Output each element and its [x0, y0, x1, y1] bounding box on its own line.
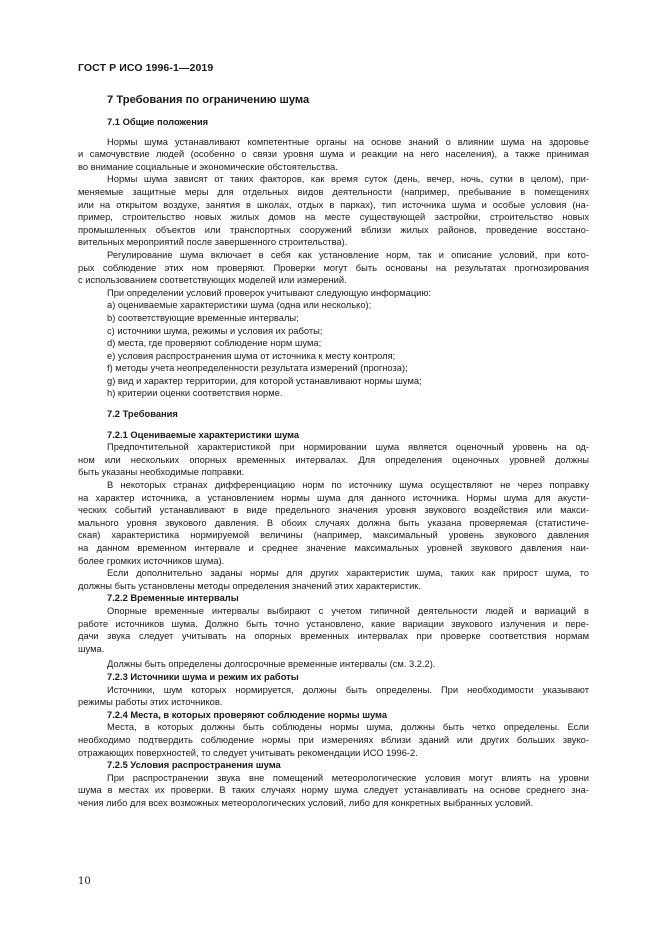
- text-line: дачи звука следует учитывать на опорных временных интервалах при проверке соответствия нормам: [78, 631, 589, 642]
- text-line: меняемые защитные меры для отдельных видов деятельности (например, пребывание в помещениях: [78, 186, 589, 197]
- text-line: шума.: [78, 643, 105, 654]
- page-number: 10: [78, 876, 91, 887]
- paragraph-7-2-2-2: Должны быть определены долгосрочные временные интервалы (см. 3.2.2).: [107, 659, 436, 670]
- text-line: Предпочтительной характеристикой при нормировании шума является оценочный уровень на од-: [107, 442, 589, 453]
- paragraph-7-2-4-1: [78, 721, 589, 759]
- paragraph-7-2-3-1: [78, 684, 589, 709]
- text-line: Если дополнительно заданы нормы для других характеристик шума, таких как прирост шума, то: [107, 568, 589, 579]
- text-line: чения либо для всех возможных метеорологических условий, либо для конкретных выбранных условий.: [78, 797, 533, 808]
- text-line: пример, строительство новых жилых домов на месте существующей застройки, строительство новых: [78, 212, 589, 223]
- text-line: При распространении звука вне помещений метеорологические условия могут влиять на уровни: [107, 772, 589, 783]
- text-line: отражающих поверхностей, то следует учитывать рекомендации ИСО 1996-2.: [78, 747, 418, 758]
- paragraph-7-1-1: [78, 136, 589, 174]
- text-line: должны быть установлены методы определения значений этих характеристик.: [78, 580, 421, 591]
- paragraph-7-2-5-1: [78, 772, 589, 810]
- text-line: более громких источников шума).: [78, 555, 225, 566]
- section-title: 7 Требования по ограничению шума: [107, 94, 310, 106]
- clause-title-7-2-4: 7.2.4 Места, в которых проверяют соблюдение нормы шума: [107, 709, 388, 720]
- text-line: необходимо подтвердить соблюдение нормы при измерениях вблизи зданий или других больших звуко-: [78, 734, 589, 745]
- paragraph-7-1-3: [78, 249, 589, 287]
- text-line: промышленных объектов или транспортных сооружений вблизи жилых районов, проведение восстано-: [78, 224, 589, 235]
- clause-title-7-2-5: 7.2.5 Условия распространения шума: [107, 760, 281, 771]
- clause-title-7-2-1: 7.2.1 Оцениваемые характеристики шума: [107, 429, 300, 440]
- text-line: ном или нескольких опорных временных интервалах. Для определения оценочных уровней должны: [78, 454, 589, 465]
- clause-title-7-2-3: 7.2.3 Источники шума и режим их работы: [107, 671, 299, 682]
- requirements-list: [78, 299, 589, 400]
- list-item: h) критерии оценки соответствия норме.: [107, 388, 283, 399]
- text-line: ческих событий устанавливают в виде предельного значения уровня звукового воздействия или макси-: [78, 505, 589, 516]
- text-line: на характер источника, а установлением нормы шума для данного источника. Нормы шума для акусти-: [78, 492, 589, 503]
- text-line: вительных мероприятий после завершенного строительства).: [78, 237, 348, 248]
- text-line: рых соблюдение этих ном проверяют. Проверки могут быть основаны на результатах прогнозирования: [78, 262, 589, 273]
- clause-title-7-2-2: 7.2.2 Временные интервалы: [107, 593, 239, 604]
- paragraph-7-1-2: [78, 173, 589, 249]
- text-line: или на открытом воздухе, занятия в школах, отдых в парках), тип источника шума и особые условия (на-: [78, 199, 589, 210]
- subsection-title-7-1: 7.1 Общие положения: [107, 117, 209, 127]
- list-item: a) оцениваемые характеристики шума (одна или несколько);: [107, 300, 372, 311]
- text-line: быть указаны необходимые поправки.: [78, 467, 245, 478]
- text-line: во внимание социальные и экономические обстоятельства.: [78, 161, 338, 172]
- list-item: b) соответствующие временные интервалы;: [107, 312, 299, 323]
- text-line: работе источников шума. Должно быть точно установлено, какие вариации звукового излучения и пере-: [78, 618, 589, 629]
- paragraph-7-2-1-3: [78, 567, 589, 592]
- paragraph-7-2-1-2: [78, 479, 589, 567]
- text-line: режимы работы этих источников.: [78, 697, 223, 708]
- text-line: Нормы шума устанавливают компетентные органы на основе знаний о влиянии шума на здоровье: [107, 136, 589, 147]
- text-line: и самочувствие людей (особенно о связи уровня шума и реакции на него населения), а также принимая: [78, 149, 589, 160]
- text-line: Регулирование шума включает в себя как установление норм, так и описание условий, при кото-: [107, 249, 589, 260]
- document-header: ГОСТ Р ИСО 1996-1—2019: [78, 62, 214, 74]
- text-line: ская) характеристика нормируемой величины (например, максимальный уровень звукового давления: [78, 530, 589, 541]
- list-item: g) вид и характер территории, для которой устанавливают нормы шума;: [107, 375, 422, 386]
- text-line: с использованием соответствующих моделей или измерений.: [78, 275, 347, 286]
- text-line: на данном временном интервале и среднее значение максимальных уровней звукового давления наи-: [78, 543, 589, 553]
- list-item: f) методы учета неопределенности результата измерений (прогноза);: [107, 363, 408, 374]
- paragraph-7-2-1-1: [78, 441, 589, 479]
- paragraph-7-1-4: При определении условий проверок учитывают следующую информацию:: [107, 287, 431, 298]
- list-item: d) места, где проверяют соблюдение норм шума;: [107, 338, 322, 349]
- subsection-title-7-2: 7.2 Требования: [107, 409, 178, 420]
- paragraph-7-2-2-1: [78, 605, 589, 655]
- text-line: шума в местах их проверки. В таких случаях норму шума следует устанавливать на основе среднего зна-: [78, 785, 589, 796]
- text-line: Места, в которых должны быть соблюдены нормы шума, должны быть четко определены. Если: [107, 722, 589, 733]
- text-line: В некоторых странах дифференциацию норм по источнику шума осуществляют не через поправку: [107, 480, 589, 491]
- text-line: мального уровня звукового давления. В обоих случаях должна быть указана проверяемая (статистиче-: [78, 517, 589, 528]
- page-content: [78, 92, 589, 809]
- list-item: e) условия распространения шума от источника к месту контроля;: [107, 350, 396, 361]
- list-item: c) источники шума, режимы и условия их работы;: [107, 325, 323, 336]
- text-line: Нормы шума зависят от таких факторов, как время суток (день, вечер, ночь, сутки в целом), при-: [107, 174, 589, 185]
- text-line: Источники, шум которых нормируется, должны быть определены. При необходимости указывают: [107, 684, 589, 695]
- text-line: Опорные временные интервалы выбирают с учетом типичной деятельности людей и вариаций в: [107, 605, 589, 616]
